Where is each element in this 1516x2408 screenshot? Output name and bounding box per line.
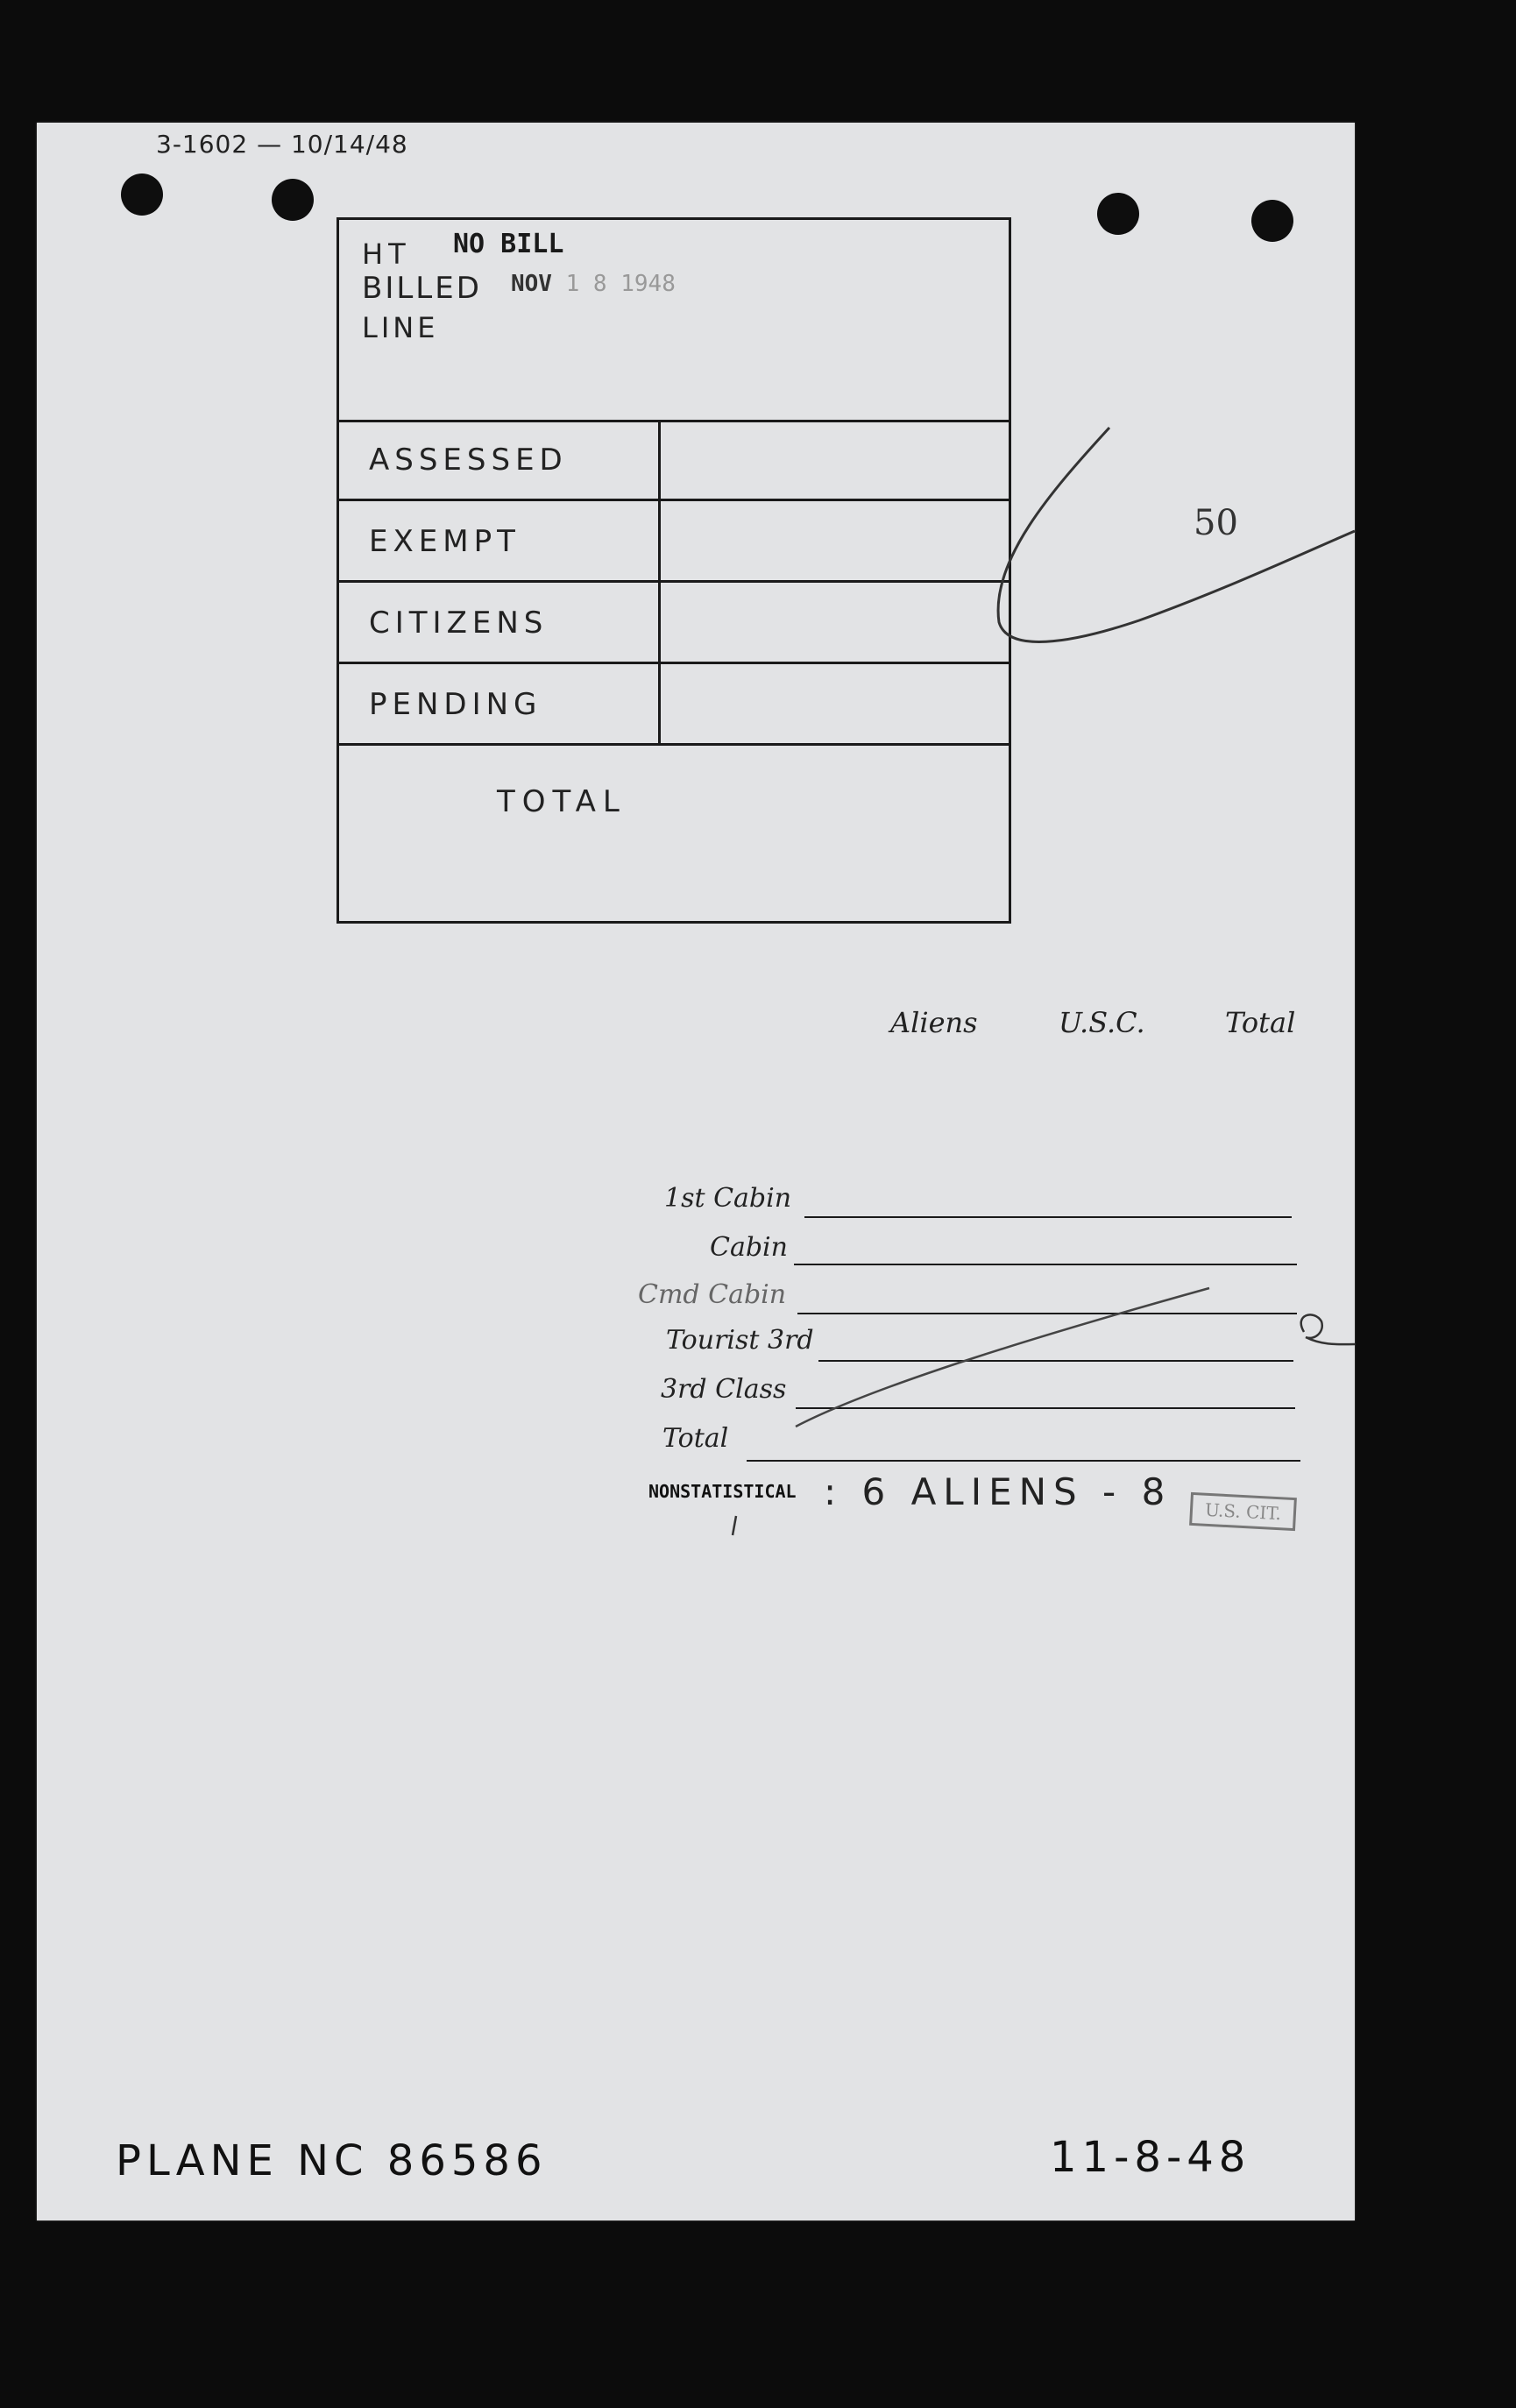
class-label: Cabin: [710, 1232, 788, 1263]
aliens-note: : 6 ALIENS - 8: [824, 1470, 1172, 1513]
row-label: CITIZENS: [369, 606, 549, 641]
stamp-date-faint: 1 8 1948: [565, 271, 676, 297]
check-mark-stroke: [998, 428, 1355, 641]
nonstatistical-stamp: NONSTATISTICAL: [648, 1481, 797, 1502]
loop-mark: [1301, 1314, 1355, 1344]
class-label: 3rd Class: [661, 1374, 787, 1405]
row-label: ASSESSED: [369, 443, 568, 478]
class-label: Tourist 3rd: [666, 1325, 814, 1356]
line-label: LINE: [362, 311, 439, 344]
col-header-total: Total: [1225, 1006, 1296, 1039]
stamp-month: NOV: [511, 271, 552, 297]
row-label: EXEMPT: [369, 524, 521, 559]
no-bill-stamp: NO BILL: [453, 229, 564, 259]
class-label: Total: [662, 1423, 729, 1454]
handwritten-date: 11-8-48: [1050, 2133, 1251, 2182]
box-total-label: TOTAL: [497, 784, 627, 819]
us-cit-stamp: U.S. CIT.: [1189, 1492, 1297, 1531]
plane-number: PLANE NC 86586: [116, 2136, 548, 2185]
billed-label: BILLED: [362, 271, 482, 306]
class-label: Cmd Cabin: [638, 1279, 787, 1310]
row-label: PENDING: [369, 687, 542, 722]
margin-number: 50: [1194, 503, 1238, 543]
tick-mark: [733, 1516, 736, 1535]
reference-number: 3-1602 — 10/14/48: [156, 130, 408, 159]
class-label: 1st Cabin: [664, 1183, 792, 1214]
ht-label: HT: [362, 237, 411, 271]
strike-line: [796, 1288, 1209, 1427]
col-header-aliens: Aliens: [890, 1006, 978, 1039]
col-header-usc: U.S.C.: [1059, 1006, 1145, 1039]
